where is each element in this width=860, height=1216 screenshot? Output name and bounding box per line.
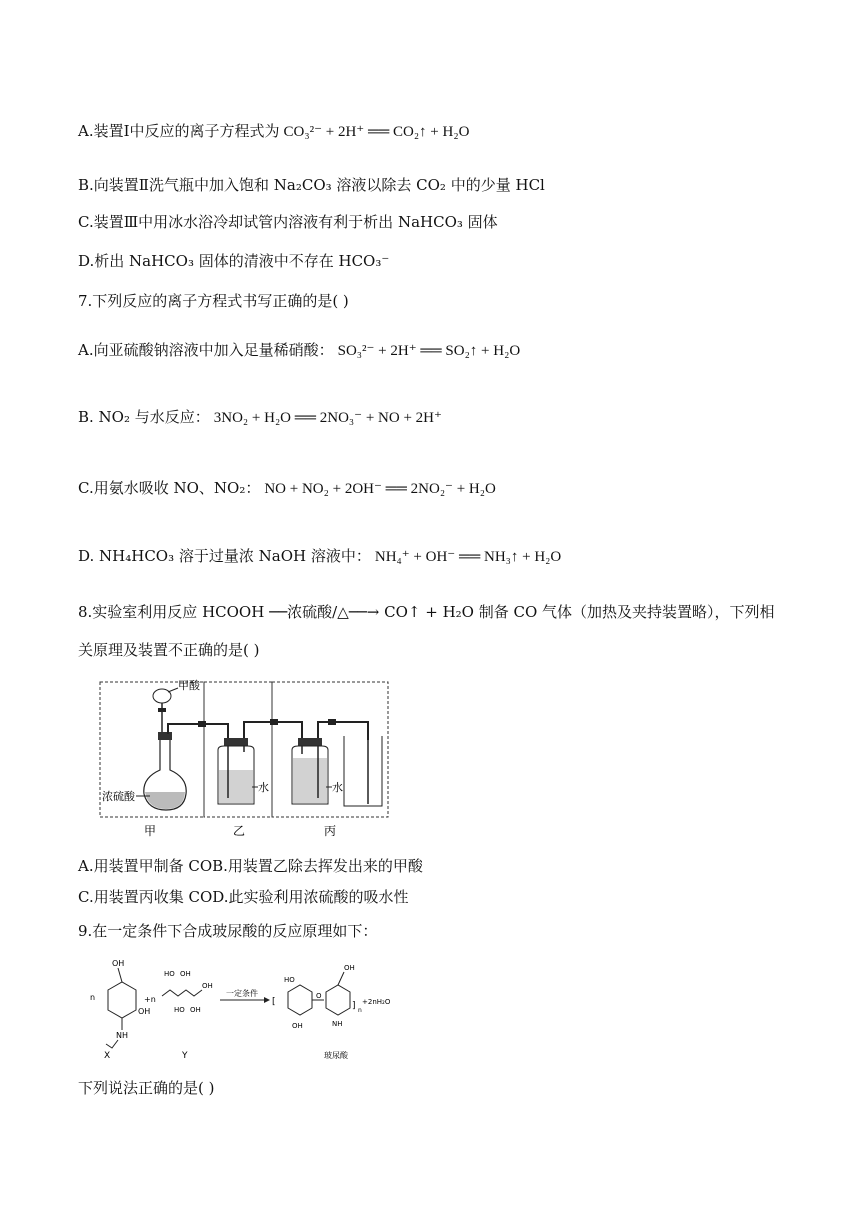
q7-option-b-equation: 3NO₂ + H₂O ══ 2NO₃⁻ + NO + 2H⁺: [213, 410, 442, 426]
q7-option-d-equation: NH₄⁺ + OH⁻ ══ NH₃↑ + H₂O: [374, 549, 562, 565]
x-nh: NH: [116, 1031, 128, 1040]
product-ring-2: [326, 985, 350, 1015]
q7-option-a-text: A.向亚硫酸钠溶液中加入足量稀硝酸：: [78, 341, 334, 359]
q7-option-a: [78, 340, 520, 361]
product-bracket-left: [: [272, 997, 276, 1007]
clamp-3: [328, 719, 336, 725]
x-oh-top: OH: [112, 959, 125, 968]
product-nh: NH: [332, 1020, 343, 1028]
product-oh-1: OH: [292, 1022, 303, 1030]
label-yi: 乙: [233, 824, 246, 838]
product-water: +2nH₂O: [362, 998, 391, 1006]
x-ring: [108, 982, 136, 1018]
q6-option-a: [78, 121, 469, 142]
product-ring-1: [288, 985, 312, 1015]
product-o: O: [316, 992, 322, 1000]
q8-stem-line1: 8.实验室利用反应 HCOOH ──浓硫酸/△──→ CO↑ + H₂O 制备 CO 气体（加热及夹持装置略），下列相: [78, 603, 775, 621]
q6-option-d: D.析出 NaHCO₃ 固体的清液中不存在 HCO₃⁻: [78, 252, 390, 270]
q6-option-a-equation: CO₃²⁻ + 2H⁺ ══ CO₂↑ + H₂O: [283, 124, 470, 140]
clamp-1: [198, 721, 206, 727]
y-ho-1: HO: [164, 970, 175, 978]
q8-apparatus-figure: [78, 672, 398, 848]
reaction-arrow-head: [264, 997, 270, 1003]
label-bing: 丙: [324, 824, 337, 838]
x-acetyl: [106, 1040, 118, 1048]
product-oh-2: OH: [344, 964, 355, 972]
bottle-yi-water: [219, 770, 253, 803]
flask-stopper: [158, 732, 172, 740]
y-chain: [162, 990, 202, 996]
q7-option-b: [78, 407, 442, 428]
label-formic-acid: 甲酸: [178, 679, 200, 692]
q7-option-c-equation: NO + NO₂ + 2OH⁻ ══ 2NO₂⁻ + H₂O: [264, 481, 496, 497]
beaker: [344, 736, 382, 806]
q8-options-ab: A.用装置甲制备 COB.用装置乙除去挥发出来的甲酸: [78, 857, 423, 875]
bottle-bing-stopper: [298, 738, 322, 746]
bottle-bing-water: [293, 758, 327, 803]
y-oh-3: OH: [202, 982, 213, 990]
q7-option-d-text: D. NH₄HCO₃ 溶于过量浓 NaOH 溶液中：: [78, 547, 371, 565]
clamp-2: [270, 719, 278, 725]
label-water-1: 水: [258, 781, 269, 794]
q7-stem: 7.下列反应的离子方程式书写正确的是( ): [78, 292, 349, 310]
label-product: 玻尿酸: [324, 1051, 348, 1060]
q9-followup: 下列说法正确的是( ): [78, 1079, 215, 1097]
y-ho-2: HO: [174, 1006, 185, 1014]
label-x: X: [104, 1051, 111, 1061]
x-oh-right: OH: [138, 1007, 151, 1016]
q8-apparatus-diagram: [78, 672, 398, 844]
q8-options-cd: C.用装置丙收集 COD.此实验利用浓硫酸的吸水性: [78, 888, 409, 906]
funnel-bulb: [153, 689, 171, 703]
label-jia: 甲: [144, 824, 157, 838]
q6-option-c: C.装置Ⅲ中用冰水浴冷却试管内溶液有利于析出 NaHCO₃ 固体: [78, 213, 498, 231]
label-condition: 一定条件: [226, 989, 258, 998]
label-n1: n: [90, 993, 96, 1002]
q7-option-c-text: C.用氨水吸收 NO、NO₂：: [78, 479, 261, 497]
product-ch2-bond: [338, 972, 344, 985]
box-bing: [272, 682, 388, 817]
q7-option-a-equation: SO₃²⁻ + 2H⁺ ══ SO₂↑ + H₂O: [337, 343, 521, 359]
label-conc-sulfuric: 浓硫酸: [102, 790, 135, 803]
label-n2: +n: [144, 995, 156, 1004]
label-y: Y: [182, 1051, 188, 1061]
q9-reaction-figure: [78, 952, 408, 1068]
q7-option-d: [78, 546, 561, 567]
q7-option-c: [78, 478, 496, 499]
q8-stem-line2: 关原理及装置不正确的是( ): [78, 641, 260, 659]
q9-reaction-scheme: [78, 952, 408, 1064]
q7-option-b-text: B. NO₂ 与水反应：: [78, 408, 210, 426]
y-oh-1: OH: [180, 970, 191, 978]
y-oh-2: OH: [190, 1006, 201, 1014]
leader-formic: [168, 688, 178, 692]
label-water-2: 水: [332, 781, 343, 794]
q6-option-b: B.向装置Ⅱ洗气瓶中加入饱和 Na₂CO₃ 溶液以除去 CO₂ 中的少量 HCl: [78, 176, 545, 194]
product-ho: HO: [284, 976, 295, 984]
funnel-stopcock: [158, 708, 166, 712]
product-bracket-right: ]: [352, 1001, 356, 1011]
tube-3: [318, 722, 368, 740]
product-n: n: [358, 1007, 362, 1014]
q6-option-a-text: A.装置Ⅰ中反应的离子方程式为: [78, 122, 280, 140]
x-ch2-bond: [118, 968, 122, 982]
q9-stem: 9.在一定条件下合成玻尿酸的反应原理如下：: [78, 922, 378, 940]
bottle-yi-stopper: [224, 738, 248, 746]
